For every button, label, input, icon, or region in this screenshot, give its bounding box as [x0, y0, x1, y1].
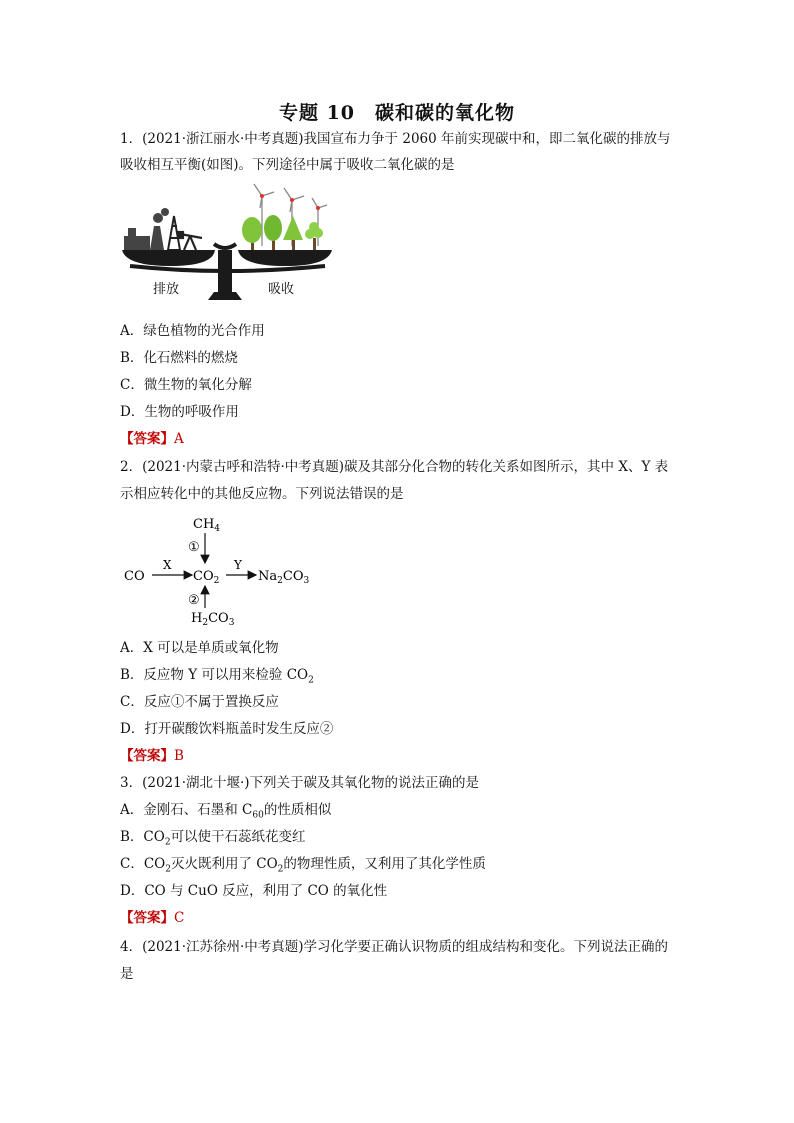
right-pan	[238, 250, 332, 266]
factory-icon	[124, 208, 169, 250]
q1-option-a: A．绿色植物的光合作用	[120, 323, 265, 339]
q2-stem-line2: 示相应转化中的其他反应物。下列说法错误的是	[120, 486, 404, 502]
tree-icon	[242, 215, 323, 250]
co2-label: $CO_2$	[193, 569, 220, 586]
q1-option-c: C．微生物的氧化分解	[120, 377, 252, 393]
na2co3-label: $Na_2CO_3$	[258, 569, 310, 586]
answer-tag: 【答案】	[120, 748, 174, 764]
q3-stem: 3．(2021·湖北十堰·)下列关于碳及其氧化物的说法正确的是	[120, 775, 480, 791]
answer-tag: 【答案】	[120, 431, 174, 447]
balance-stand	[218, 250, 232, 298]
x-reactant-label: X	[163, 558, 172, 572]
q1-stem-line2: 吸收相互平衡(如图)。下列途径中属于吸收二氧化碳的是	[120, 157, 455, 173]
q2-option-b: B．反应物 Y 可以用来检验 $CO_2$	[120, 667, 314, 686]
pump-jack-icon	[178, 232, 202, 250]
emission-label: 排放	[153, 282, 180, 297]
q2-answer	[120, 744, 184, 764]
answer-value: C	[174, 910, 185, 926]
y-reactant-label: Y	[234, 558, 242, 572]
reaction-2-label: ②	[188, 593, 200, 608]
q1-option-d: D．生物的呼吸作用	[120, 404, 239, 420]
co-label: CO	[124, 569, 145, 584]
q3-answer	[120, 906, 184, 926]
q2-option-c: C．反应①不属于置换反应	[120, 694, 279, 710]
q1-answer	[120, 427, 184, 447]
answer-value: B	[174, 748, 184, 764]
q3-option-b: B．$CO_2$可以使干石蕊纸花变红	[120, 829, 306, 848]
answer-tag: 【答案】	[120, 910, 174, 926]
q3-option-a: A．金刚石、石墨和 $C_{60}$的性质相似	[120, 802, 332, 821]
reaction-1-label: ①	[188, 540, 200, 555]
q4-stem-line1: 4．(2021·江苏徐州·中考真题)学习化学要正确认识物质的组成结构和变化。下列说法正确的	[120, 939, 669, 955]
left-pan	[122, 250, 215, 266]
q3-option-d: D．CO 与 CuO 反应，利用了 CO 的氧化性	[120, 883, 388, 899]
q1-option-b: B．化石燃料的燃烧	[120, 350, 238, 366]
q2-option-a: A．X 可以是单质或氧化物	[120, 640, 279, 656]
balance-scale-figure	[120, 178, 335, 310]
absorption-label: 吸收	[268, 282, 295, 297]
ch4-label: $CH_4$	[193, 517, 221, 534]
carbon-conversion-diagram	[120, 510, 330, 628]
q3-option-c: C．$CO_2$灭火既利用了 $CO_2$的物理性质，又利用了其化学性质	[120, 856, 486, 875]
q2-stem-line1: 2．(2021·内蒙古呼和浩特·中考真题)碳及其部分化合物的转化关系如图所示，其中 X、Y 表	[120, 459, 669, 475]
answer-value: A	[174, 431, 184, 447]
q2-option-d: D．打开碳酸饮料瓶盖时发生反应②	[120, 721, 334, 737]
h2co3-label: $H_2CO_3$	[191, 611, 235, 628]
page-title: 专题 10 碳和碳的氧化物	[278, 102, 516, 124]
q1-stem-line1: 1．(2021·浙江丽水·中考真题)我国宣布力争于 2060 年前实现碳中和，即二氧化碳的排放与	[120, 131, 671, 147]
q4-stem-line2: 是	[120, 966, 134, 982]
